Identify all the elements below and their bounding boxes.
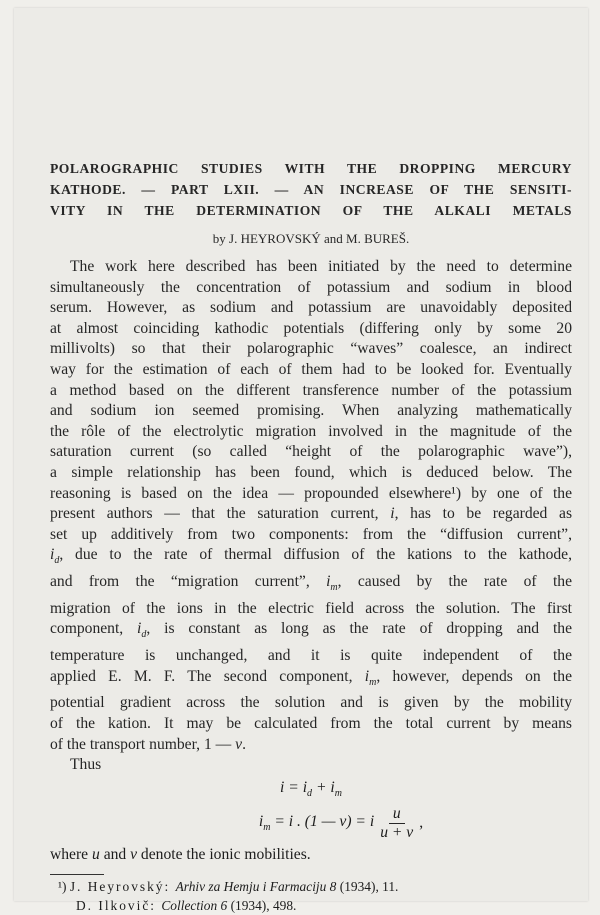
equation-2 [50,805,572,842]
body-line: applied E. M. F. The second component, $i_m$, however, depends on the [50,667,572,688]
footnote-marker: ¹) [58,878,70,894]
footnote-author: D. Ilkovič: [76,897,162,913]
footnote-rule [50,874,104,875]
fraction-numerator: u [389,805,405,824]
fraction [380,805,413,842]
body-line: component, $i_d$, is constant as long as the rate of dropping and the [50,620,572,641]
where-line: where u and v denote the ionic mobilities. [50,845,311,863]
title-line: POLAROGRAPHIC STUDIES WITH THE DROPPING MERCURY [50,161,572,176]
footnote-journal: Arhiv za Hemju i Farmaciju 8 [175,878,337,894]
byline: by J. HEYROVSKÝ and M. BUREŠ. [212,231,410,246]
body-line: potential gradient across the solution and is given by the mobility [50,694,572,712]
title-line: KATHODE. — PART LXII. — AN INCREASE OF THE SENSITI- [50,182,572,197]
body-text [50,257,572,755]
body-line: way for the estimation of each of them had to be looked for. Eventually [50,360,572,378]
body-line: and from the “migration current”, $i_m$, caused by the rate of the [50,573,572,594]
title-line: VITY IN THE DETERMINATION OF THE ALKALI METALS [50,203,572,218]
body-line: at almost coinciding kathodic potentials (differing only by some 20 [50,319,572,337]
body-line: present authors — that the saturation current, i, has to be regarded as [50,505,573,523]
body-line: simultaneously the concentration of potassium and sodium in blood [50,278,572,296]
equation-2-lhs: $i_m = i$ . (1 — ν) = i [258,813,375,834]
body-line: millivolts) so that their polarographic “waves” coalesce, an indirect [50,340,572,358]
footnote-journal: Collection 6 [161,897,228,913]
article-title [50,158,572,221]
equation-1-text: $i = i_d + i_m$ [280,778,342,799]
body-line: a simple relationship has been found, which is deduced below. The [50,463,572,481]
body-line: of the kation. It may be calculated from the total current by means [50,714,572,732]
article [50,158,572,915]
footnote-1 [50,877,572,896]
body-line: and sodium ion seemed promising. When analyzing mathematically [50,402,572,420]
body-line: the rôle of the electrolytic migration involved in the magnitude of the [50,422,572,440]
body-line: migration of the ions in the electric field across the solution. The first [50,599,572,617]
fraction-denominator: u + v [380,823,414,841]
footnote-author: J. Heyrovský: [69,878,176,894]
body-line: reasoning is based on the idea — propounded elsewhere¹) by one of the [50,484,572,502]
body-line: a method based on the different transference number of the potassium [50,381,572,399]
body-line: saturation current (so called “height of the polarographic wave”), [50,443,572,461]
footnote-ref: (1934), 498. [227,897,297,913]
thus-line: Thus [70,756,102,774]
equation-1 [50,779,572,799]
body-line: temperature is unchanged, and it is quite independent of the [50,647,572,665]
footnote-ref: (1934), 11. [336,878,399,894]
body-line: $i_d$, due to the rate of thermal diffusion of the kations to the kathode, [50,546,572,567]
equation-2-tail: , [419,814,424,832]
body-line: of the transport number, 1 — ν. [50,735,246,753]
footnotes [50,877,572,915]
body-line: serum. However, as sodium and potassium are unavoidably deposited [50,299,572,317]
footnote-2 [50,896,572,915]
body-line: set up additively from two components: from the “diffusion current”, [50,525,572,543]
page [14,8,588,913]
body-line: The work here described has been initiated by the need to determine [70,258,572,275]
